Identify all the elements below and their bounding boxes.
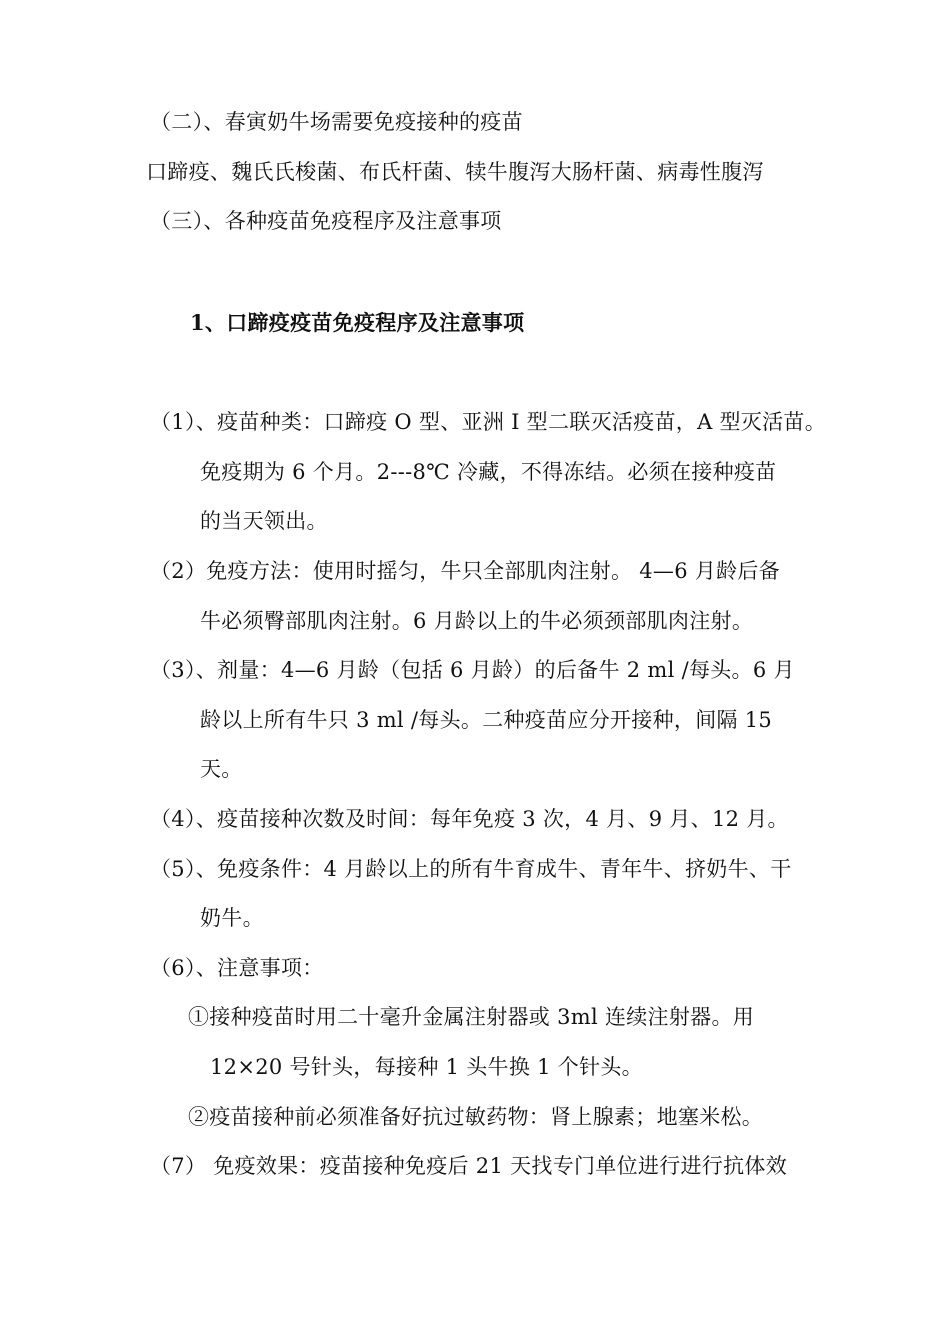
item5-line2: 奶牛。 bbox=[200, 906, 264, 930]
item1-line2: 免疫期为 6 个月。2---8℃ 冷藏，不得冻结。必须在接种疫苗 bbox=[200, 460, 777, 484]
item2-line1: （2）免疫方法：使用时摇匀，牛只全部肌肉注射。 4—6 月龄后备 bbox=[150, 559, 781, 583]
item6-sub1-line2: 12×20 号针头，每接种 1 头牛换 1 个针头。 bbox=[210, 1055, 643, 1079]
item2-line2: 牛必须臀部肌肉注射。6 月龄以上的牛必须颈部肌肉注射。 bbox=[200, 609, 754, 633]
item7-line1: （7） 免疫效果：疫苗接种免疫后 21 天找专门单位进行进行抗体效 bbox=[150, 1154, 788, 1178]
section2-body: 口蹄疫、魏氏氏梭菌、布氏杆菌、犊牛腹泻大肠杆菌、病毒性腹泻 bbox=[146, 160, 764, 184]
item5-line1: （5）、免疫条件：4 月龄以上的所有牛育成牛、青年牛、挤奶牛、干 bbox=[150, 857, 792, 881]
item3-line2: 龄以上所有牛只 3 ml /每头。二种疫苗应分开接种，间隔 15 bbox=[200, 708, 773, 732]
item6-line1: （6）、注意事项： bbox=[150, 956, 324, 980]
item6-sub2-line1: ②疫苗接种前必须准备好抗过敏药物：肾上腺素；地塞米松。 bbox=[188, 1105, 764, 1129]
item6-sub1-line1: ①接种疫苗时用二十毫升金属注射器或 3ml 连续注射器。用 bbox=[188, 1005, 755, 1029]
section2-heading: （二）、春寅奶牛场需要免疫接种的疫苗 bbox=[150, 110, 523, 134]
item4-line1: （4）、疫苗接种次数及时间：每年免疫 3 次，4 月、9 月、12 月。 bbox=[150, 807, 789, 831]
section3-heading: （三）、各种疫苗免疫程序及注意事项 bbox=[150, 209, 502, 233]
item1-line1: （1）、疫苗种类：口蹄疫 O 型、亚洲 I 型二联灭活疫苗，A 型灭活苗。 bbox=[150, 410, 827, 434]
item1-line3: 的当天领出。 bbox=[200, 509, 328, 533]
item3-line1: （3）、剂量：4—6 月龄（包括 6 月龄）的后备牛 2 ml /每头。6 月 bbox=[150, 658, 795, 682]
item3-line3: 天。 bbox=[200, 757, 243, 781]
subsection1-heading: 1、口蹄疫疫苗免疫程序及注意事项 bbox=[190, 310, 525, 335]
